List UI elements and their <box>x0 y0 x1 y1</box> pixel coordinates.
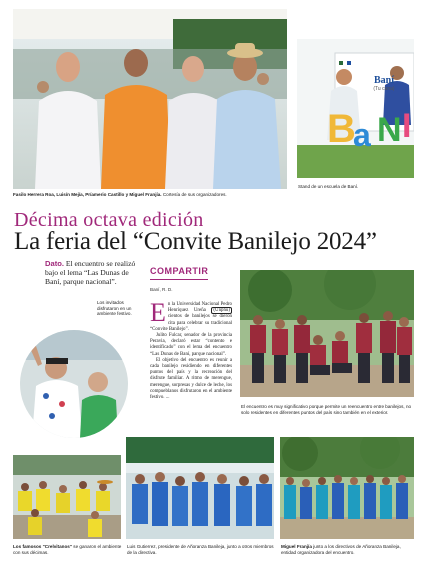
dato-text: El encuentro se realizó bajo el lema “Las Dunas de Baní, parque nacional”. <box>45 259 136 286</box>
caption-bottom-left <box>13 544 125 555</box>
photo-circle-guests-drawing <box>20 330 128 438</box>
article-paragraph-2: Julito Fulcar, senador de la provincia Peravia, declaró estar “contento e identificado” con el lema del encuentro “Las Dunas de Baní, parque nacional”. <box>150 333 232 357</box>
unphu-highlight: (Unphu) <box>213 308 230 314</box>
stand-letter-b: B <box>327 107 356 151</box>
photo-group-four-men-drawing <box>13 9 287 189</box>
caption-top-left <box>13 192 293 198</box>
photo-directiva-drawing <box>126 437 274 539</box>
article-paragraph-1-b: cientos de banilejos se dieron cita para celebrar su tradicional “Convite Banilejo”. <box>150 314 232 332</box>
stand-sign-line2: (Tu cuna) <box>373 86 395 92</box>
photo-crelvitanos <box>13 455 121 539</box>
stand-letter-i: I <box>402 107 412 145</box>
dato-label: Dato. <box>45 259 64 268</box>
caption-top-left-credit: Cortesía de sus organizadores. <box>161 192 227 197</box>
photo-banilejos-group-drawing <box>240 270 414 397</box>
dato-box <box>45 259 145 286</box>
caption-bottom-right-bold: Miguel Franjía <box>281 544 312 549</box>
caption-bottom-left-bold: Los famosos "Crelvitanos" <box>13 544 72 549</box>
caption-bottom-right <box>281 544 417 555</box>
caption-top-left-names: Fasilo Herrera Roa, Luisín Mejía, Príamerio Castillo y Miguel Franjía. <box>13 192 162 197</box>
caption-bottom-right-rest: junto a los directivos de Añoranza Banileja, entidad organizadora del encuentro. <box>281 544 401 555</box>
stand-sign-text <box>359 75 409 92</box>
share-underline <box>150 279 208 280</box>
article-body <box>150 298 232 401</box>
stand-letter-a: a <box>353 117 371 153</box>
photo-circle-guests <box>20 330 128 438</box>
article-kicker: Décima octava edición <box>14 209 204 231</box>
article-paragraph-1-a: n la Universidad Nacional Pedro Henríquez Ureña <box>167 302 232 314</box>
article-dropcap: E <box>150 298 166 327</box>
photo-directiva <box>126 437 274 539</box>
photo-school-stand <box>297 15 414 178</box>
article-byline: Baní, R. D. <box>150 287 173 292</box>
photo-banilejos-group <box>240 270 414 397</box>
stand-letters <box>327 107 412 152</box>
photo-franjia-directivos-drawing <box>280 437 414 539</box>
caption-bottom-mid: Luis Gutierrez, presidente de Añoranza Banileja, junto a otros miembros de la directiva. <box>127 544 274 555</box>
article-paragraph-1 <box>150 298 232 333</box>
photo-franjia-directivos <box>280 437 414 539</box>
article-headline: La feria del “Convite Banilejo 2024” <box>14 228 377 255</box>
caption-top-right: Stand de un escuela de Baní. <box>298 184 359 189</box>
caption-middle-right: El encuentro es muy significativo porque permite un reencuentro entre banilejos, no solo residentes en diferentes puntos del país sino también en el exterior. <box>241 404 412 415</box>
photo-crelvitanos-drawing <box>13 455 121 539</box>
stand-letter-n: N <box>377 111 402 149</box>
photo-group-four-men <box>13 9 287 189</box>
stand-sign-line1: Baní <box>373 75 394 86</box>
article-paragraph-3: El objetivo del encuentro es reunir a cada banilejo residiendo en diferentes puntos del país y la recreación del disfrute familiar. A ritmo de merengue, merengue, sorpresas y dulce de leche, los compueblanos disfrutaron en el ambiente festivo. ... <box>150 357 232 401</box>
caption-circle-photo: Los invitados disfrutaron en un ambiente festivo. <box>97 300 132 317</box>
share-button[interactable]: COMPARTIR <box>150 266 209 276</box>
caption-bottom-left-rest: se ganaron el ambiente con sus décimas. <box>13 544 122 555</box>
